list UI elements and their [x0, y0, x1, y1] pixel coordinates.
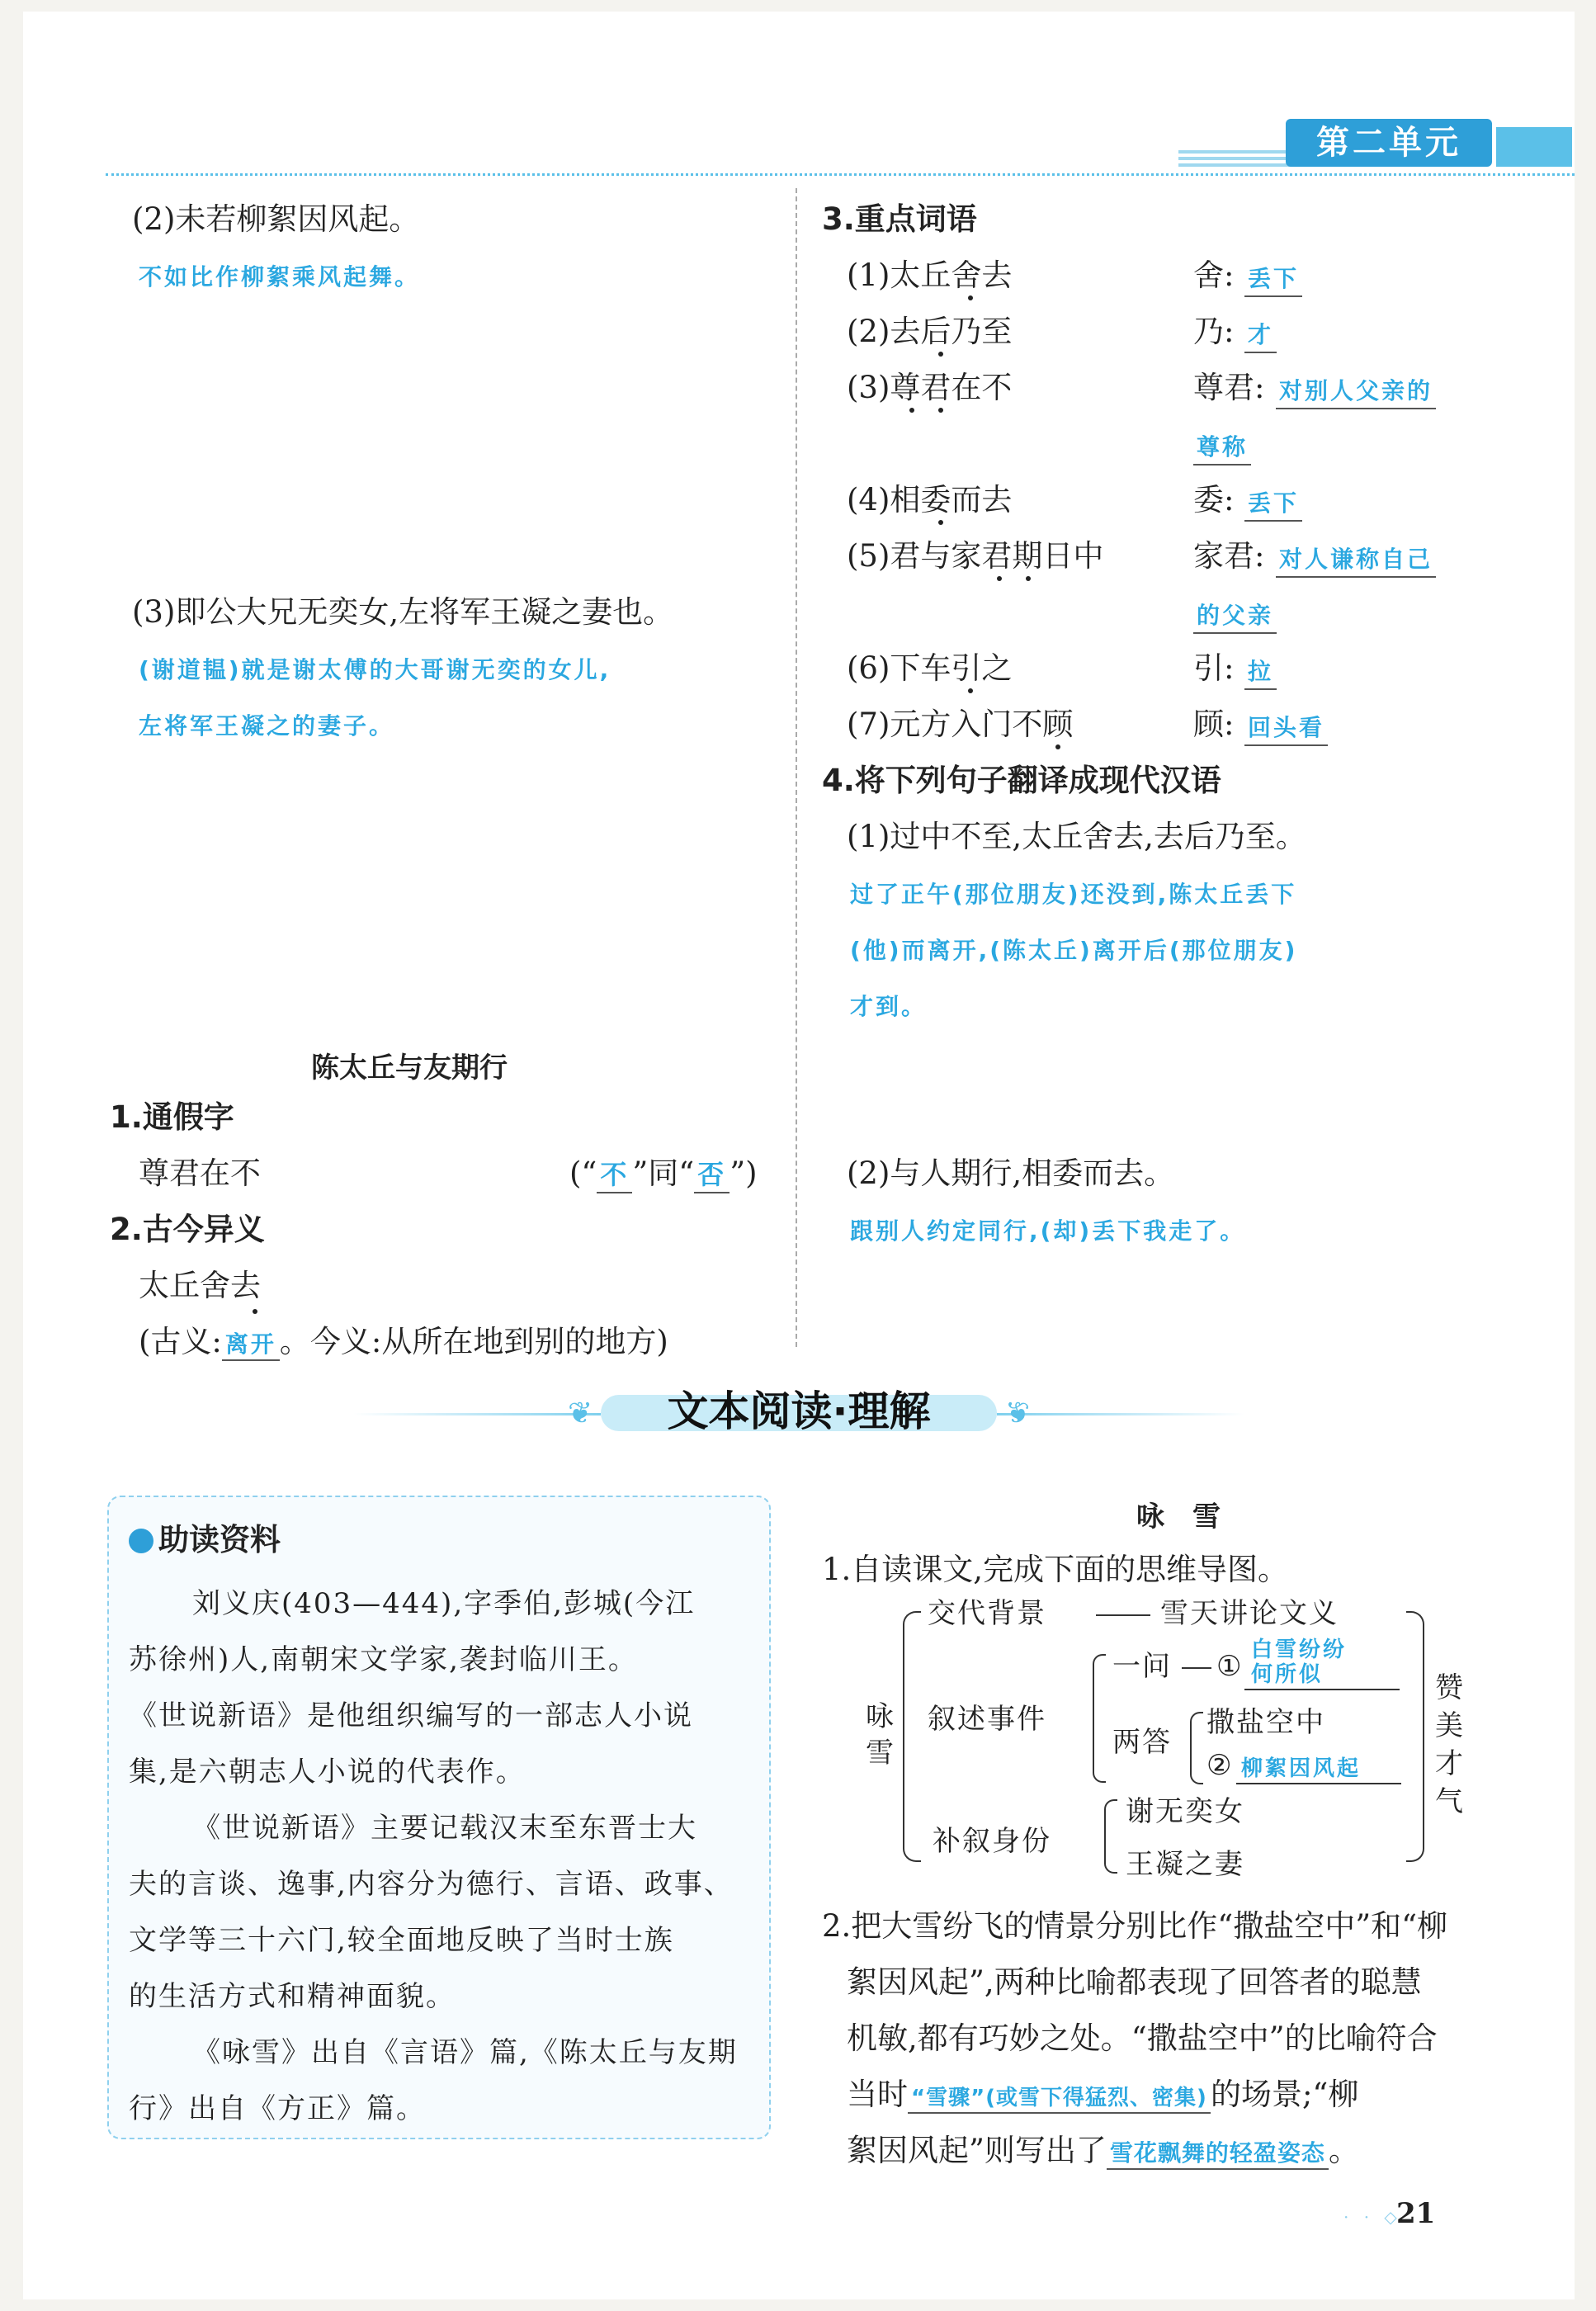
- mindmap-root: 咏雪: [866, 1700, 894, 1770]
- tongjia-answer-1: 不: [597, 1159, 632, 1193]
- bracket-answer: [1190, 1712, 1203, 1784]
- reading-line-10: 行》出自《方正》篇。: [129, 2092, 426, 2125]
- bullet-dot-icon: [129, 1529, 153, 1553]
- event-answer: 两答: [1112, 1726, 1172, 1759]
- textbook-page: [23, 12, 1575, 2299]
- word-item-1: (1)太丘舍去: [847, 258, 1013, 293]
- word-item-5: (5)君与家君期日中: [847, 538, 1104, 574]
- word-answer-5: 对人谦称自己: [1276, 541, 1436, 578]
- q2-line-1: 2.把大雪纷飞的情景分别比作“撒盐空中”和“柳: [822, 1908, 1448, 1944]
- q2-line-3: 机敏,都有巧妙之处。“撒盐空中”的比喻符合: [847, 2020, 1438, 2056]
- translate-a1-line3: 才到。: [850, 993, 928, 1020]
- reading-box-title: 助读资料: [158, 1522, 281, 1557]
- connector-line: [1096, 1614, 1150, 1616]
- word-item-3: (3)尊君在不: [847, 370, 1013, 405]
- word-answer-4: 丢下: [1244, 485, 1302, 522]
- answer-a: 撒盐空中: [1206, 1706, 1325, 1739]
- left-a2: 不如比作柳絮乘风起舞。: [139, 263, 421, 291]
- mindmap-question: 1.自读课文,完成下面的思维导图。: [822, 1552, 1289, 1587]
- section1-title: 1.通假字: [110, 1099, 234, 1135]
- lesson-title: 陈太丘与友期行: [311, 1052, 508, 1085]
- reading-line-7: 文学等三十六门,较全面地反映了当时士族: [129, 1924, 674, 1957]
- word-answer-5b: 的父亲: [1193, 598, 1277, 634]
- reading-line-6: 夫的言谈、逸事,内容分为德行、言语、政事、: [129, 1868, 734, 1901]
- translate-q2: (2)与人期行,相委而去。: [847, 1156, 1175, 1191]
- left-q2: (2)未若柳絮因风起。: [132, 201, 420, 237]
- word-item-2: (2)去后乃至: [847, 314, 1013, 349]
- mindmap: [857, 1596, 1467, 1902]
- section-banner: [353, 1378, 1244, 1449]
- left-q3: (3)即公大兄无奕女,左将军王凝之妻也。: [132, 594, 674, 630]
- reading-line-5: 《世说新语》主要记载汉末至东晋士大: [192, 1812, 697, 1845]
- branch-event: 叙述事件: [928, 1703, 1046, 1736]
- identity-b: 王凝之妻: [1126, 1848, 1244, 1881]
- word-answer-7: 回头看: [1244, 710, 1328, 746]
- reading-line-8: 的生活方式和精神面貌。: [129, 1980, 456, 2013]
- tongjia-answer: (“ 不 ”同“ 否 ”): [569, 1154, 758, 1194]
- ask-connector: [1182, 1667, 1211, 1669]
- poem-title: 咏 雪: [1136, 1500, 1221, 1534]
- word-key-3: 尊君:: [1193, 370, 1265, 405]
- word-key-7: 顾:: [1193, 707, 1235, 742]
- mindmap-summary: 赞 美 才 气: [1435, 1671, 1463, 1818]
- ask-answer-2: 何所似: [1251, 1662, 1324, 1687]
- banner-swirl-right: ❦: [1005, 1397, 1031, 1430]
- reading-line-9: 《咏雪》出自《言语》篇,《陈太丘与友期: [192, 2036, 738, 2069]
- word-answer-2: 才: [1244, 317, 1277, 353]
- tongjia-item: 尊君在不: [139, 1156, 261, 1191]
- word-answer-3: 对别人父亲的: [1276, 373, 1436, 409]
- event-ask: 一问: [1112, 1650, 1172, 1683]
- header-dotted-rule: [106, 173, 1575, 176]
- header-decoration: [1178, 150, 1294, 167]
- word-item-6: (6)下车引之: [847, 650, 1013, 686]
- word-key-5: 家君:: [1193, 538, 1265, 574]
- column-divider: [796, 188, 797, 1347]
- branch-identity: 补叙身份: [933, 1825, 1051, 1858]
- answer-b-underline: [1236, 1783, 1401, 1784]
- branch-background: 交代背景: [928, 1597, 1046, 1630]
- q2-line-2: 絮因风起”,两种比喻都表现了回答者的聪慧: [847, 1964, 1422, 2000]
- banner-title: 文本阅读·理解: [667, 1387, 931, 1435]
- left-a3-line1: (谢道韫)就是谢太傅的大哥谢无奕的女儿,: [139, 656, 611, 683]
- page-number-decoration: · · ◇: [1343, 2207, 1402, 2227]
- reading-line-3: 《世说新语》是他组织编写的一部志人小说: [129, 1699, 693, 1732]
- unit-label: 第二单元: [1316, 124, 1461, 162]
- word-key-4: 委:: [1193, 482, 1235, 517]
- bracket-event: [1093, 1654, 1106, 1783]
- q2-answer-2: 雪花飘舞的轻盈姿态: [1107, 2139, 1329, 2170]
- banner-swirl-left: ❦: [568, 1397, 593, 1430]
- translate-a2: 跟别人约定同行,(却)丢下我走了。: [850, 1217, 1246, 1245]
- word-answer-3b: 尊称: [1193, 429, 1251, 466]
- answer-b: 柳絮因风起: [1241, 1756, 1362, 1781]
- translate-a1-line1: 过了正午(那位朋友)还没到,陈太丘丢下: [850, 881, 1297, 908]
- word-answer-1: 丢下: [1244, 261, 1302, 297]
- q2-line-5: 絮因风起”则写出了 雪花飘舞的轻盈姿态 。: [847, 2133, 1359, 2168]
- guji-answer-blank: 离开: [222, 1330, 280, 1361]
- bracket-right: [1406, 1611, 1424, 1862]
- unit-badge: [1286, 119, 1492, 167]
- identity-a: 谢无奕女: [1126, 1795, 1244, 1828]
- guji-item: 太丘舍去: [139, 1268, 261, 1303]
- ask-number: ①: [1216, 1650, 1244, 1683]
- word-key-2: 乃:: [1193, 314, 1235, 349]
- guji-answer: (古义: 离开 。今义:从所在地到别的地方): [139, 1324, 668, 1359]
- answer-b-number: ②: [1206, 1749, 1234, 1782]
- translate-a1-line2: (他)而离开,(陈太丘)离开后(那位朋友): [850, 937, 1298, 964]
- q2-line-4: 当时 “雪骤”(或雪下得猛烈、密集) 的场景;“柳: [847, 2077, 1359, 2112]
- left-a3-line2: 左将军王凝之的妻子。: [139, 712, 395, 740]
- word-item-4: (4)相委而去: [847, 482, 1013, 517]
- reading-line-2: 苏徐州)人,南朝宋文学家,袭封临川王。: [129, 1643, 638, 1676]
- ask-answer-1: 白雪纷纷: [1251, 1638, 1348, 1662]
- reading-line-4: 集,是六朝志人小说的代表作。: [129, 1756, 526, 1789]
- q2-answer-1: “雪骤”(或雪下得猛烈、密集): [908, 2086, 1211, 2114]
- word-item-7: (7)元方入门不顾: [847, 707, 1074, 742]
- section3-title: 3.重点词语: [822, 201, 977, 237]
- word-answer-6: 拉: [1244, 654, 1277, 690]
- word-key-6: 引:: [1193, 650, 1235, 686]
- tongjia-answer-2: 否: [694, 1159, 730, 1193]
- page-number: 21: [1396, 2197, 1436, 2230]
- ask-underline: [1244, 1689, 1400, 1690]
- header-blue-bar: [1496, 127, 1572, 167]
- background-leaf: 雪天讲论文义: [1160, 1597, 1339, 1630]
- bracket-main: [903, 1611, 921, 1862]
- section4-title: 4.将下列句子翻译成现代汉语: [822, 763, 1221, 798]
- section2-title: 2.古今异义: [110, 1212, 265, 1247]
- reading-line-1: 刘义庆(403—444),字季伯,彭城(今江: [192, 1587, 696, 1620]
- translate-q1: (1)过中不至,太丘舍去,去后乃至。: [847, 819, 1306, 854]
- bracket-identity: [1104, 1799, 1117, 1874]
- word-key-1: 舍:: [1193, 258, 1235, 293]
